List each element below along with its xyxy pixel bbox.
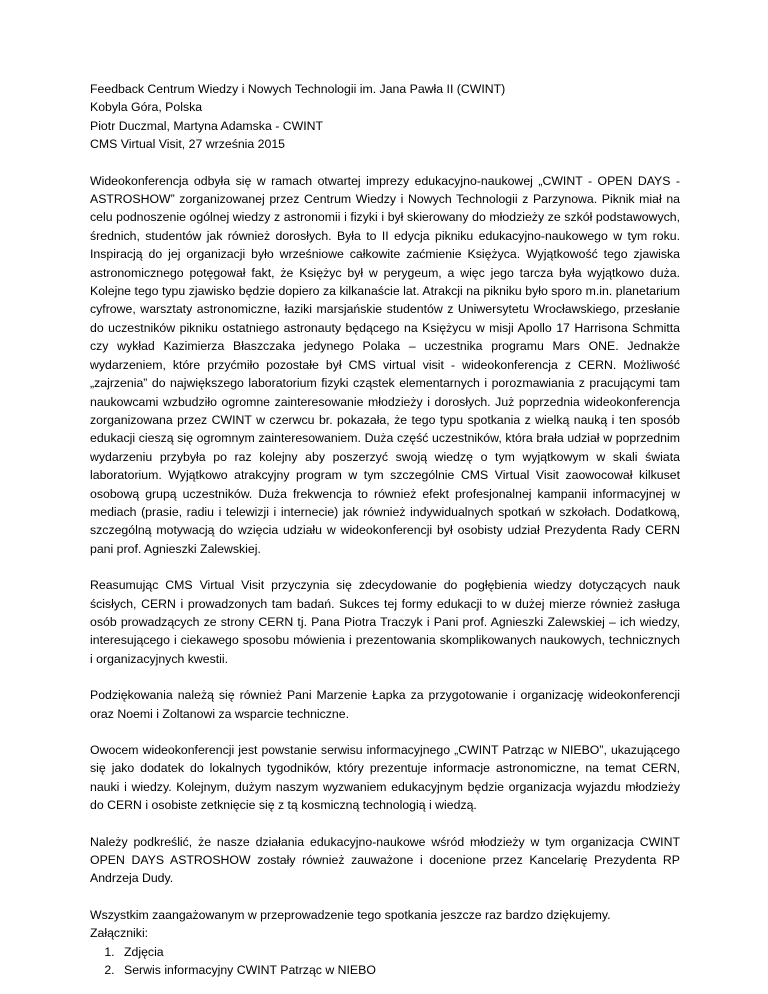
paragraph-2: Reasumując CMS Virtual Visit przyczynia się zdecydowanie do pogłębienia wiedzy dotyczących nauk ścisłych, CERN i prowadzonych tam badań. Sukces tej formy edukacji to w dużej mierze również zasługa osób prowadzących ze strony CERN tj. Pana Piotra Traczyk i Pani prof. Agnieszki Zalewskiej – ich wiedzy, interesującego i ciekawego sposobu mówienia i prezentowania skomplikowanych naukowych, technicznych i organizacyjnych kwestii.	[90, 578, 680, 666]
attachment-item: 2. Serwis informacyjny CWINT Patrząc w NIEBO	[118, 961, 680, 979]
paragraph-4: Owocem wideokonferencji jest powstanie serwisu informacyjnego „CWINT Patrząc w NIEBO”, ukazującego się jako dodatek do lokalnych tygodników, który prezentuje informacje astronomiczne, na temat CERN, nauki i wiedzy. Kolejnym, dużym naszym wyzwaniem edukacyjnym będzie organizacja wyjazdu młodzieży do CERN i osobiste zetknięcie się z tą kosmiczną technologią i wiedzą.	[90, 743, 680, 813]
header-location: Kobyla Góra, Polska	[90, 100, 203, 115]
attachment-item: 1. Zdjęcia	[118, 943, 680, 961]
document-header	[90, 80, 680, 154]
paragraph-3: Podziękowania należą się również Pani Marzenie Łapka za przygotowanie i organizację wideokonferencji oraz Noemi i Zoltanowi za wsparcie techniczne.	[90, 688, 680, 721]
closing-thanks: Wszystkim zaangażowanym w przeprowadzenie tego spotkania jeszcze raz bardzo dziękujemy.	[90, 907, 611, 922]
header-title: Feedback Centrum Wiedzy i Nowych Technologii im. Jana Pawła II (CWINT)	[90, 82, 506, 96]
header-event-date: CMS Virtual Visit, 27 września 2015	[90, 137, 286, 152]
attachments-list	[90, 943, 680, 980]
paragraph-1: Wideokonferencja odbyła się w ramach otwartej imprezy edukacyjno-naukowej „CWINT - OPEN DAYS - ASTROSHOW” zorganizowanej przez Centrum Wiedzy i Nowych Technologii z Parzynowa. Piknik miał na celu podnoszenie ogólnej wiedzy z astronomii i fizyki i był skierowany do młodzieży ze szkół podstawowych, średnich, studentów jak również dorosłych. Była to II edycja pikniku edukacyjno-naukowego w tym roku. Inspiracją do jej organizacji było wrześniowe całkowite zaćmienie Księżyca. Wyjątkowość tego zjawiska astronomicznego potęgował fakt, że Księżyc był w perygeum, a więc jego tarcza była wyjątkowo duża. Kolejne tego typu zjawisko będzie dopiero za kilkanaście lat. Atrakcji na pikniku było sporo m.in. planetarium cyfrowe, warsztaty astronomiczne, łaziki marsjańskie studentów z Uniwersytetu Wrocławskiego, przesłanie do uczestników pikniku ostatniego astronauty będącego na Księżycu w misji Apollo 17 Harrisona Schmitta czy wykład Kazimierza Błaszczaka jedynego Polaka – uczestnika programu Mars ONE. Jednakże wydarzeniem, które przyćmiło pozostałe był CMS virtual visit - wideokonferencja z CERN. Możliwość „zajrzenia” do największego laboratorium fizyki cząstek elementarnych i porozmawiania z pracującymi tam naukowcami wzbudziło ogromne zainteresowanie młodzieży i dorosłych. Już poprzednia wideokonferencja zorganizowana przez CWINT w czerwcu br. pokazała, że tego typu spotkania z wielką nauką i ten sposób edukacji cieszą się ogromnym zainteresowaniem. Duża część uczestników, która brała udział w poprzednim wydarzeniu przybyła po raz kolejny aby poszerzyć swoją wiedzę o tym wyjątkowym w skali świata laboratorium. Wyjątkowo atrakcyjny program w tym szczególnie CMS Virtual Visit zaowocował kilkuset osobową grupą uczestników. Duża frekwencja to również efekt profesjonalnej kampanii informacyjnej w mediach (prasie, radiu i telewizji i internecie) jak również indywidualnych spotkań w szkołach. Dodatkową, szczególną motywacją do wzięcia udziału w wideokonferencji był osobisty udział Prezydenta Rady CERN pani prof. Agnieszki Zalewskiej.	[90, 173, 680, 556]
closing-section	[90, 906, 680, 980]
header-authors: Piotr Duczmal, Martyna Adamska - CWINT	[90, 118, 324, 133]
document-page	[90, 80, 680, 979]
paragraph-5: Należy podkreślić, że nasze działania edukacyjno-naukowe wśród młodzieży w tym organizacja CWINT OPEN DAYS ASTROSHOW zostały również zauważone i docenione przez Kancelarię Prezydenta RP Andrzeja Dudy.	[90, 834, 680, 886]
attachments-label: Załączniki:	[90, 926, 149, 941]
